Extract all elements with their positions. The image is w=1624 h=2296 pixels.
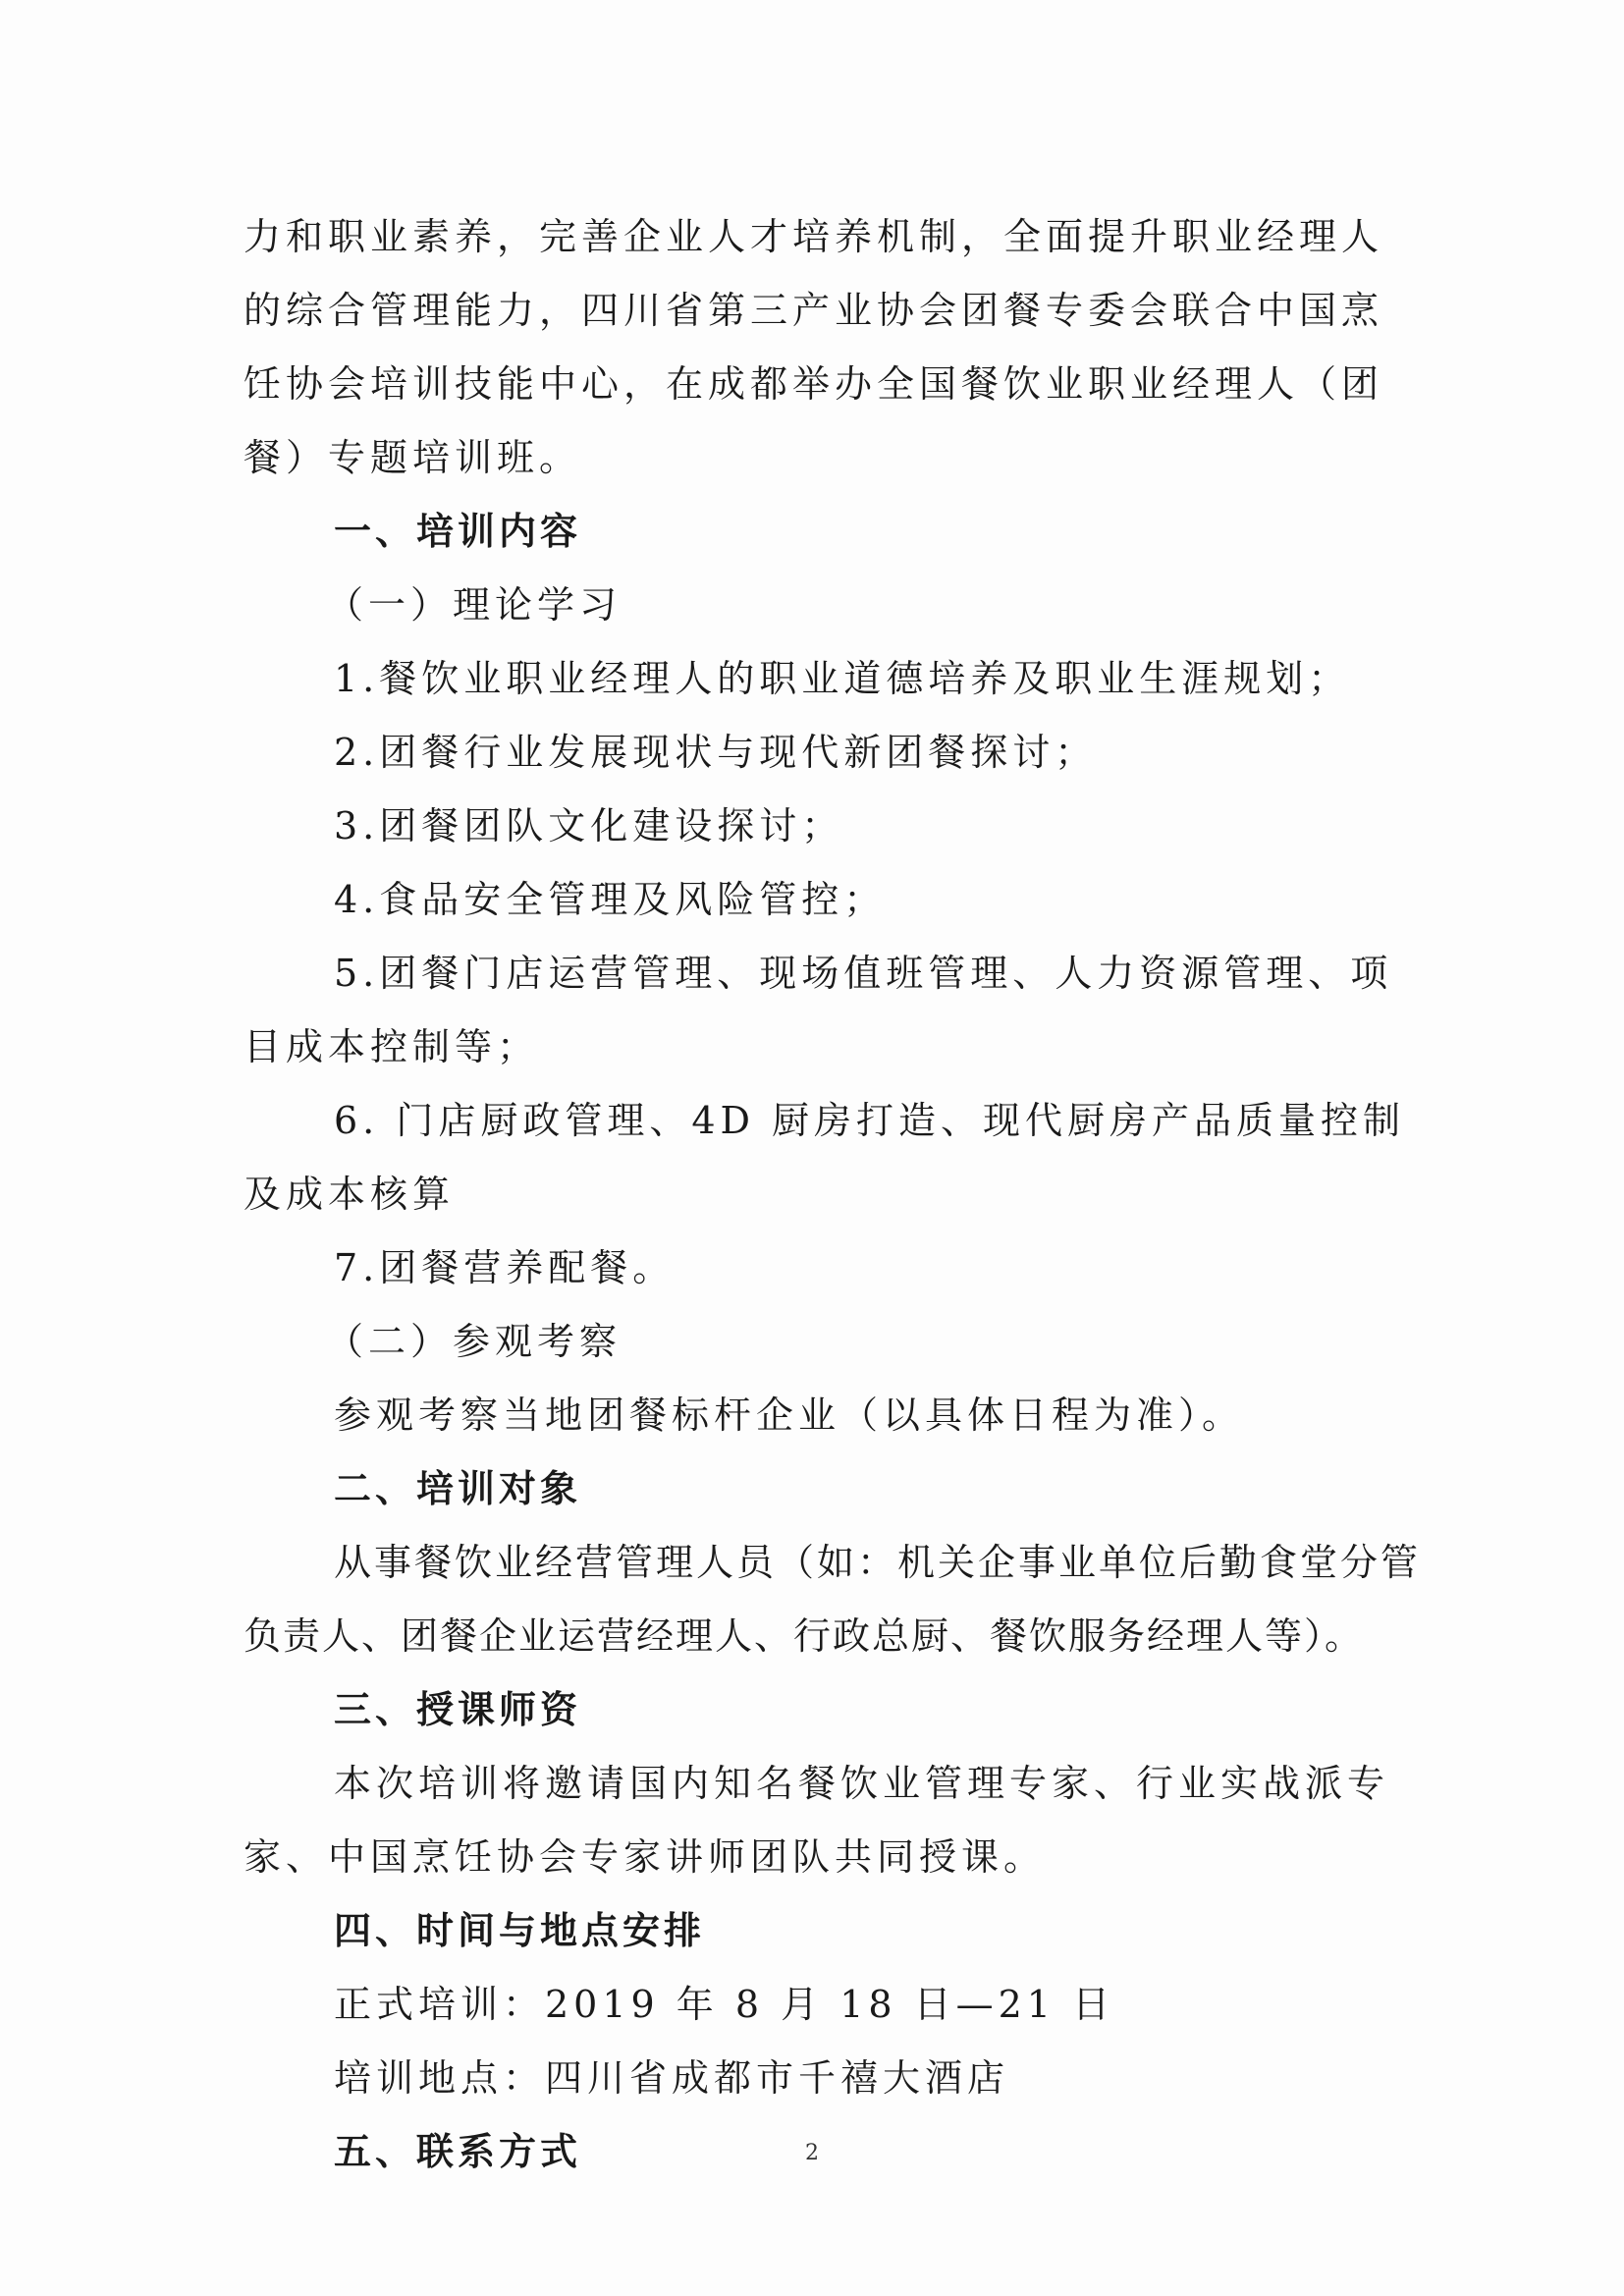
- audience-line-1: 从事餐饮业经营管理人员（如：机关企事业单位后勤食堂分管: [334, 1541, 1422, 1584]
- intro-line-3: 饪协会培训技能中心，在成都举办全国餐饮业职业经理人（团: [244, 362, 1384, 406]
- training-place: 培训地点：四川省成都市千禧大酒店: [334, 2056, 1010, 2100]
- subsection-heading-visit: （二）参观考察: [326, 1320, 623, 1363]
- section-heading-contact: 五、联系方式: [334, 2130, 582, 2173]
- list-item-4: 4.食品安全管理及风险管控；: [334, 878, 887, 921]
- section-heading-teachers: 三、授课师资: [334, 1688, 582, 1731]
- teachers-line-2: 家、中国烹饪协会专家讲师团队共同授课。: [244, 1835, 1047, 1879]
- list-item-5: 5.团餐门店运营管理、现场值班管理、人力资源管理、项: [334, 952, 1393, 995]
- subsection-heading-theory: （一）理论学习: [326, 583, 623, 627]
- list-item-1: 1.餐饮业职业经理人的职业道德培养及职业生涯规划；: [334, 657, 1351, 700]
- document-body: [244, 200, 1422, 2189]
- intro-line-2: 的综合管理能力，四川省第三产业协会团餐专委会联合中国烹: [244, 289, 1384, 332]
- visit-text: 参观考察当地团餐标杆企业（以具体日程为准）。: [334, 1394, 1245, 1437]
- section-heading-audience: 二、培训对象: [334, 1467, 582, 1510]
- intro-line-4: 餐）专题培训班。: [244, 436, 582, 479]
- list-item-3: 3.团餐团队文化建设探讨；: [334, 804, 844, 847]
- list-item-2: 2.团餐行业发展现状与现代新团餐探讨；: [334, 731, 1098, 774]
- section-heading-training-content: 一、培训内容: [334, 510, 582, 553]
- list-item-6-cont: 及成本核算: [244, 1173, 456, 1216]
- training-time: 正式培训：2019 年 8 月 18 日—21 日: [334, 1983, 1115, 2026]
- audience-line-2: 负责人、团餐企业运营经理人、行政总厨、餐饮服务经理人等）。: [244, 1614, 1365, 1658]
- section-heading-schedule: 四、时间与地点安排: [334, 1909, 706, 1952]
- teachers-line-1: 本次培训将邀请国内知名餐饮业管理专家、行业实战派专: [334, 1762, 1390, 1805]
- list-item-7: 7.团餐营养配餐。: [334, 1246, 676, 1289]
- list-item-5-cont: 目成本控制等；: [244, 1025, 540, 1068]
- page-number: 2: [805, 2141, 819, 2165]
- list-item-6: 6. 门店厨政管理、4D 厨房打造、现代厨房产品质量控制: [334, 1099, 1406, 1142]
- intro-line-1: 力和职业素养，完善企业人才培养机制，全面提升职业经理人: [244, 215, 1384, 258]
